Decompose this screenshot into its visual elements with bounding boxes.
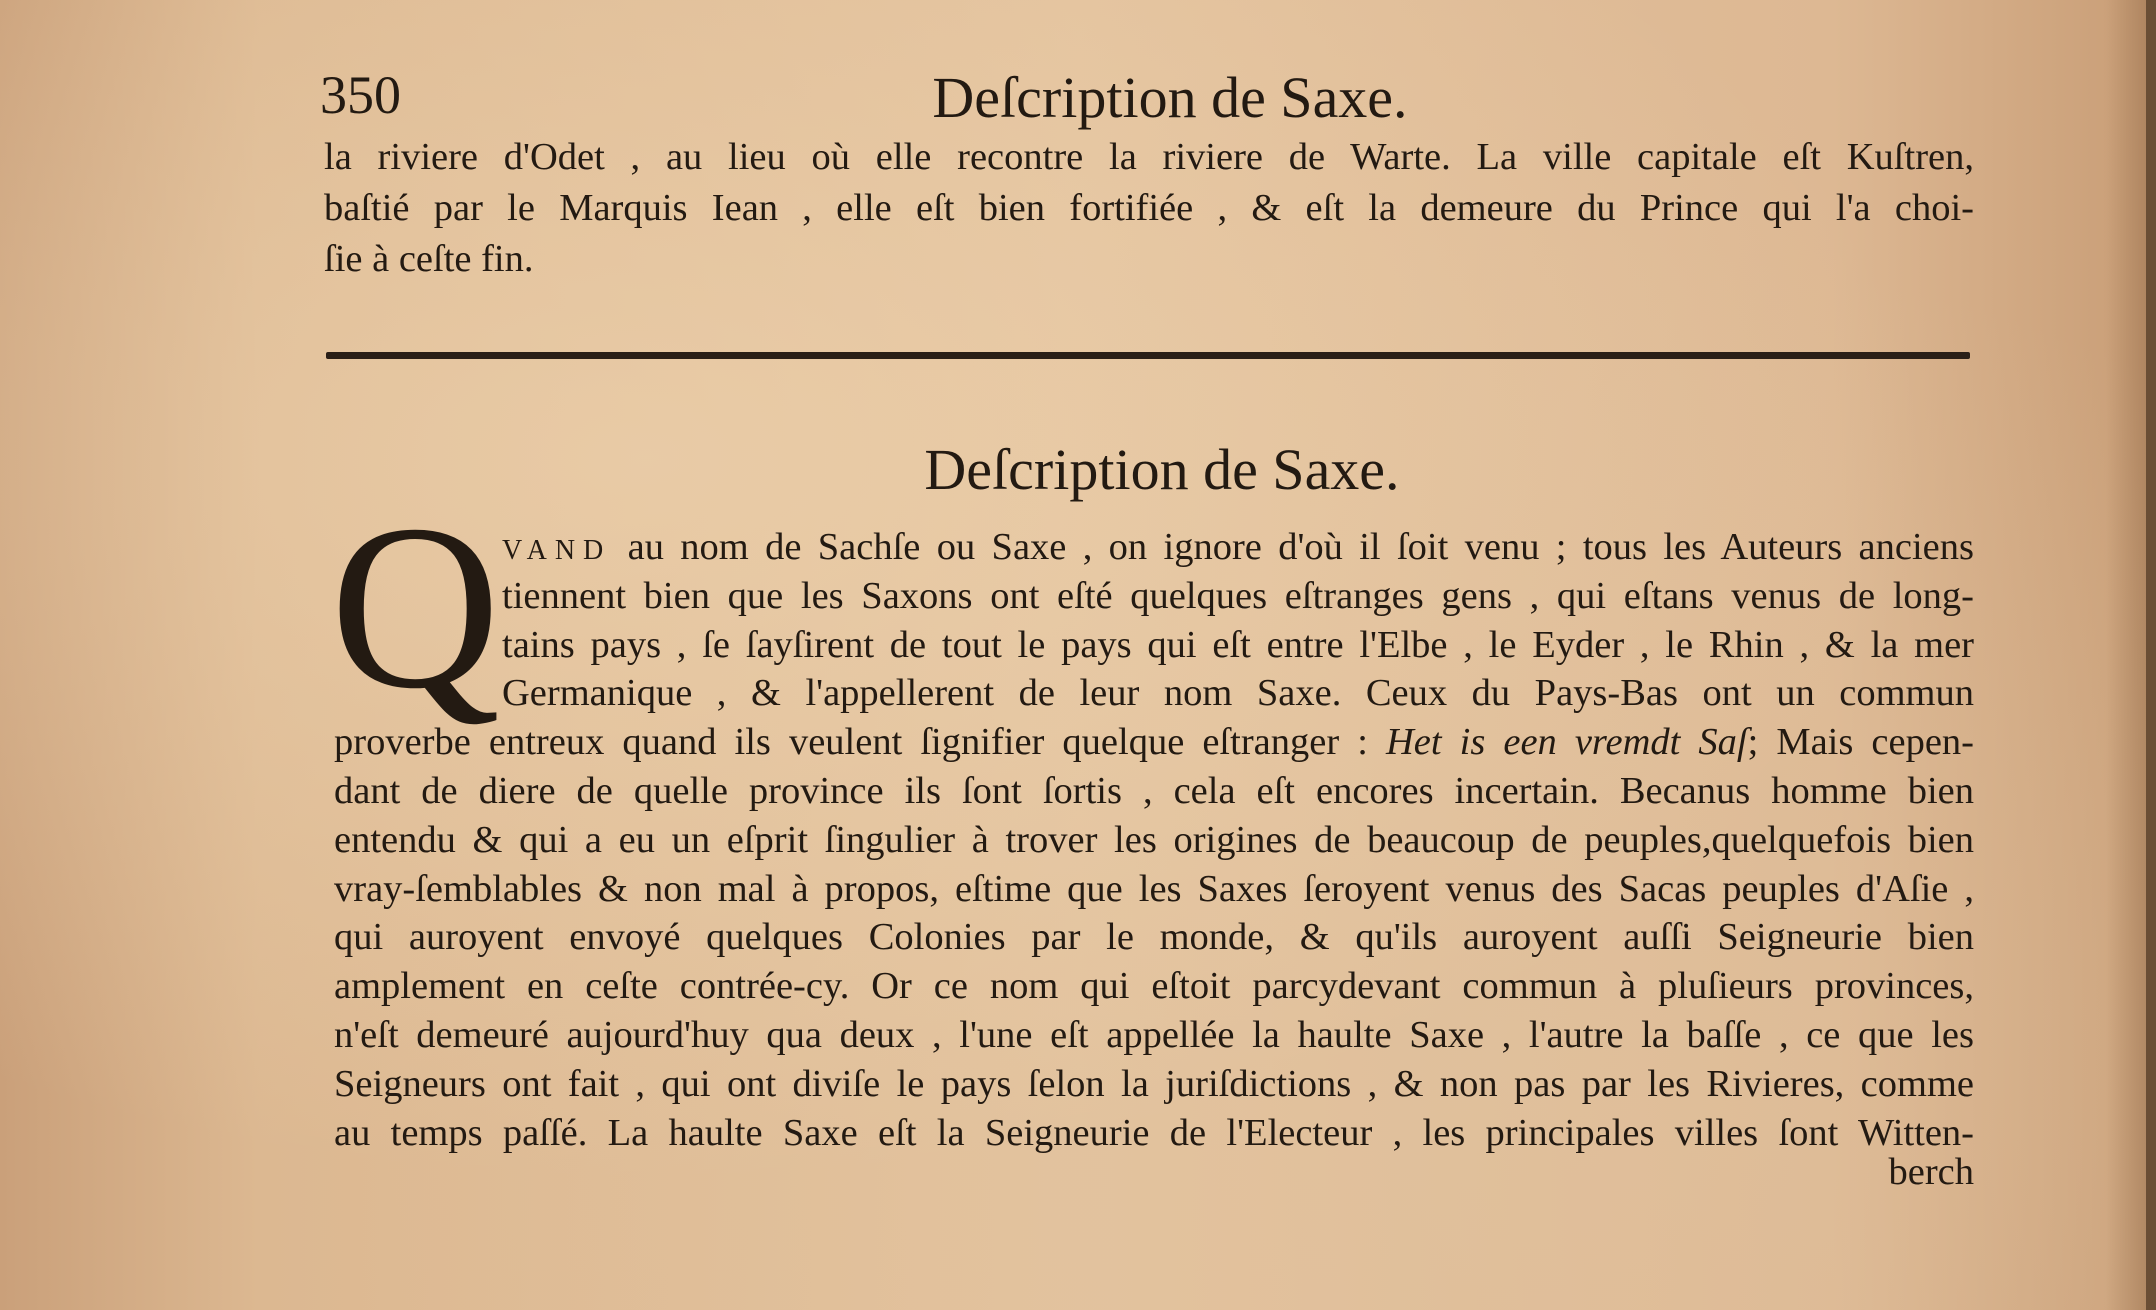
continued-paragraph — [324, 132, 1974, 285]
main-paragraph — [334, 522, 1974, 1156]
paragraph-line: Germanique , & l'appellerent de leur nom Saxe. Ceux du Pays-Bas ont un commun — [502, 672, 1974, 715]
paragraph-line: dant de diere de quelle province ils ſont ſortis , cela eſt encores incertain. Becanus homme bien — [334, 769, 1974, 812]
paragraph-line — [334, 717, 1974, 766]
gutter-shadow — [2106, 0, 2146, 1310]
page-gutter-edge — [2146, 0, 2156, 1310]
page-number: 350 — [320, 65, 401, 125]
running-title — [0, 64, 2156, 131]
paragraph-line: qui auroyent envoyé quelques Colonies par le monde, & qu'ils auroyent auſſi Seigneurie bien — [334, 916, 1974, 959]
paragraph-line: la riviere d'Odet , au lieu où elle recontre la riviere de Warte. La ville capitale eſt Kuſtren, — [324, 136, 1974, 178]
paragraph-line: ſie à ceſte fin. — [324, 238, 534, 280]
paragraph-line: baſtié par le Marquis Iean , elle eſt bien fortifiée , & eſt la demeure du Prince qui l'a choi- — [324, 187, 1974, 229]
section-title-text: Deſcription de Saxe. — [924, 437, 1400, 502]
paragraph-line: Seigneurs ont fait , qui ont diviſe le pays ſelon la juriſdictions , & non pas par les Rivieres, comme — [334, 1062, 1974, 1105]
paragraph-line — [502, 522, 1974, 571]
paragraph-line: entendu & qui a eu un eſprit ſingulier à trover les origines de beaucoup de peuples,quelquefois bien — [334, 818, 1974, 861]
catchword: berch — [1888, 1151, 1974, 1193]
paragraph-line: au temps paſſé. La haulte Saxe eſt la Seigneurie de l'Electeur , les principales villes ſont Witten- — [334, 1111, 1974, 1154]
paragraph-line: tiennent bien que les Saxons ont eſté quelques eſtranges gens , qui eſtans venus de long- — [502, 574, 1974, 617]
paragraph-line: vray-ſemblables & non mal à propos, eſtime que les Saxes ſeroyent venus des Sacas peuples d'Aſie , — [334, 867, 1974, 910]
running-title-text: Deſcription de Saxe. — [932, 65, 1408, 130]
italic-phrase: Het is een vremdt Saſ — [1385, 721, 1748, 764]
paragraph-line: tains pays , ſe ſayſirent de tout le pays qui eſt entre l'Elbe , le Eyder , le Rhin , & la mer — [502, 623, 1974, 666]
section-divider-rule — [326, 352, 1970, 359]
opening-small-caps: VAND — [502, 535, 612, 566]
paragraph-line-text: au nom de Sachſe ou Saxe , on ignore d'où il ſoit venu ; tous les Auteurs anciens — [611, 526, 1974, 568]
paragraph-line: n'eſt demeuré aujourd'huy qua deux , l'une eſt appellée la haulte Saxe , l'autre la baſſe , ce que les — [334, 1013, 1974, 1056]
paragraph-line-text: proverbe entreux quand ils veulent ſignifier quelque eſtranger : — [334, 721, 1386, 764]
paragraph-line: amplement en ceſte contrée-cy. Or ce nom qui eſtoit parcydevant commun à pluſieurs provinces, — [334, 965, 1974, 1008]
drop-cap-initial: Q — [330, 477, 501, 738]
section-title — [0, 436, 2156, 503]
paragraph-line-text: ; Mais cepen- — [1747, 721, 1974, 764]
